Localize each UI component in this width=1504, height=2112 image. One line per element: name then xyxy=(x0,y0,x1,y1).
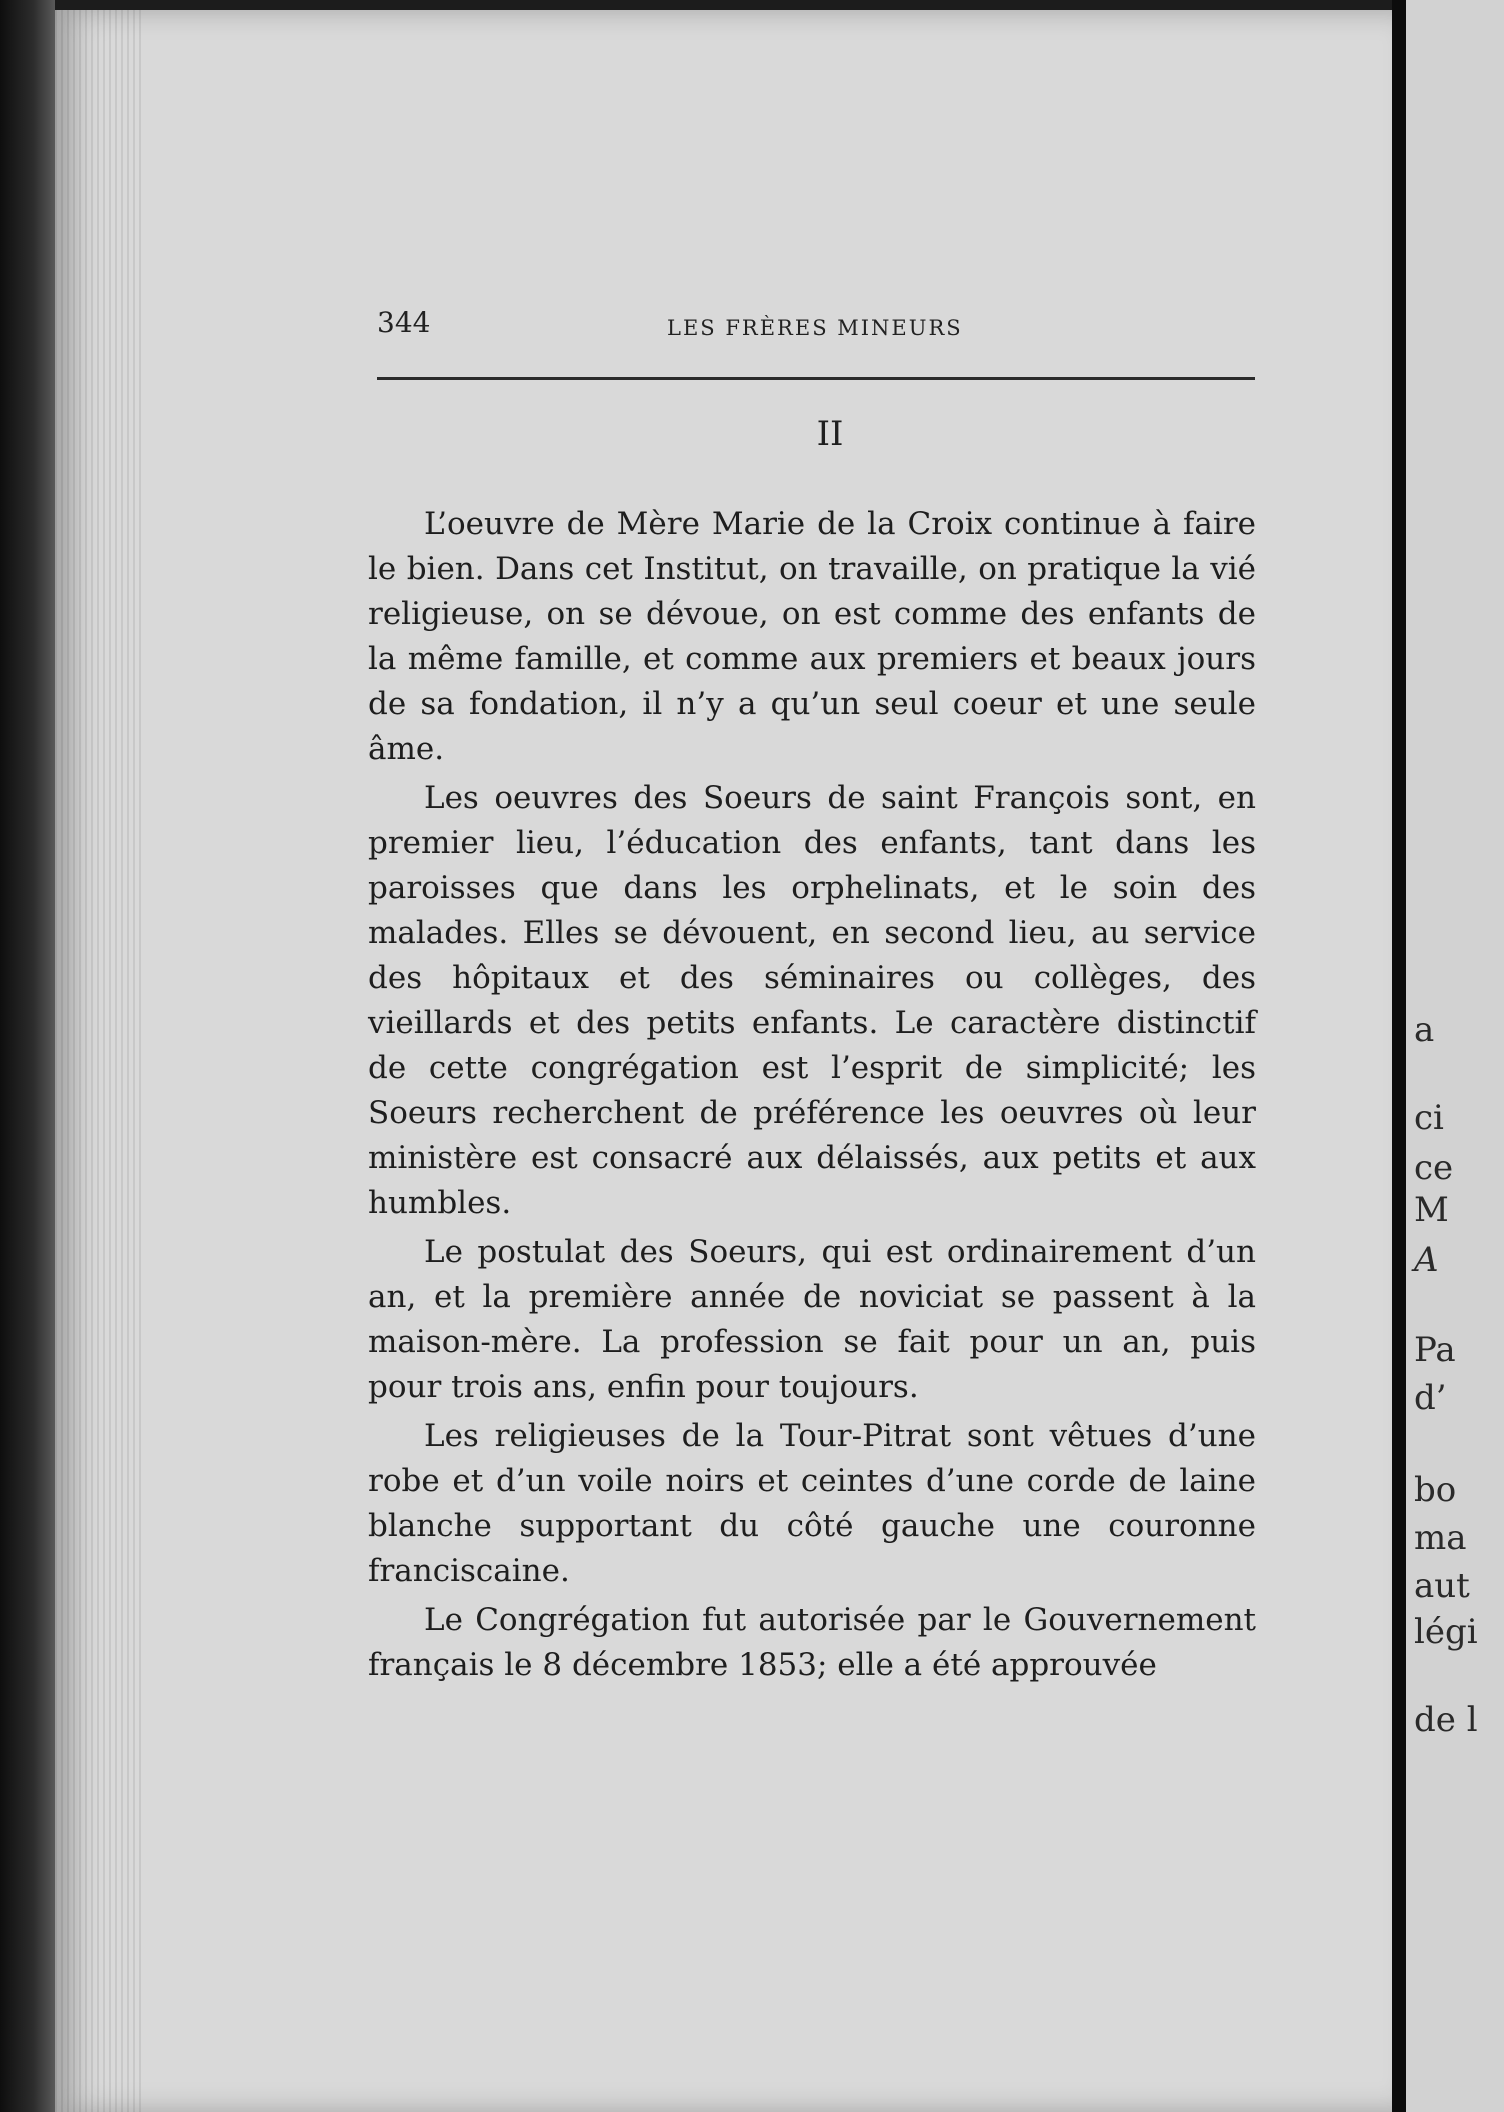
adjacent-page-fragment: bo xyxy=(1414,1470,1457,1510)
adjacent-page-fragment: M xyxy=(1414,1190,1449,1230)
paragraph: Les religieuses de la Tour-Pitrat sont vêtues d’une robe et d’un voile noirs et ceintes d’une corde de laine blanche supportant du côté gauche une couronne franciscaine. xyxy=(368,1418,1256,1589)
paragraph: L’oeuvre de Mère Marie de la Croix continue à faire le bien. Dans cet Institut, on travaille, on pratique la vié religieuse, on se dévoue, on est comme des enfants de la même famille, et comme aux premiers et beaux jours de sa fondation, il n’y a qu’un seul coeur et une seule âme. xyxy=(368,506,1256,767)
body-text xyxy=(368,502,1256,1688)
page-number: 344 xyxy=(377,306,431,339)
adjacent-page-fragment: a xyxy=(1414,1010,1435,1050)
adjacent-page-fragment: A xyxy=(1414,1240,1439,1280)
page-stack-edges xyxy=(55,10,145,2112)
running-head: LES FRÈRES MINEURS xyxy=(667,316,963,340)
adjacent-page-fragment: légi xyxy=(1414,1612,1478,1652)
adjacent-page-fragment: de l xyxy=(1414,1700,1478,1740)
adjacent-page-fragment: ce xyxy=(1414,1148,1454,1188)
adjacent-page-fragment: ma xyxy=(1414,1518,1467,1558)
adjacent-page-fragment: aut xyxy=(1414,1566,1470,1606)
book-gutter xyxy=(1392,0,1406,2112)
adjacent-page xyxy=(1406,0,1504,2112)
page-header xyxy=(377,306,1257,346)
adjacent-page-fragment: ci xyxy=(1414,1098,1444,1138)
paragraph: Les oeuvres des Soeurs de saint François sont, en premier lieu, l’éducation des enfants, tant dans les paroisses que dans les orphelinats, et le soin des malades. Elles se dévouent, en second lieu, au service des hôpitaux et des séminaires ou collèges, des vieillards et des petits enfants. Le caractère distinctif de cette congrégation est l’esprit de simplicité; les Soeurs recherchent de préférence les oeuvres où leur ministère est consacré aux délaissés, aux petits et aux humbles. xyxy=(368,780,1256,1221)
adjacent-page-fragment: d’ xyxy=(1414,1378,1447,1418)
header-rule xyxy=(377,377,1255,380)
section-number: II xyxy=(816,414,844,454)
adjacent-page-fragment: Pa xyxy=(1414,1330,1456,1370)
book-spine-edge xyxy=(0,0,55,2112)
paragraph: Le Congrégation fut autorisée par le Gouvernement français le 8 décembre 1853; elle a été approuvée xyxy=(368,1602,1256,1683)
paragraph: Le postulat des Soeurs, qui est ordinairement d’un an, et la première année de noviciat se passent à la maison-mère. La profession se fait pour un an, puis pour trois ans, enfin pour toujours. xyxy=(368,1234,1256,1405)
